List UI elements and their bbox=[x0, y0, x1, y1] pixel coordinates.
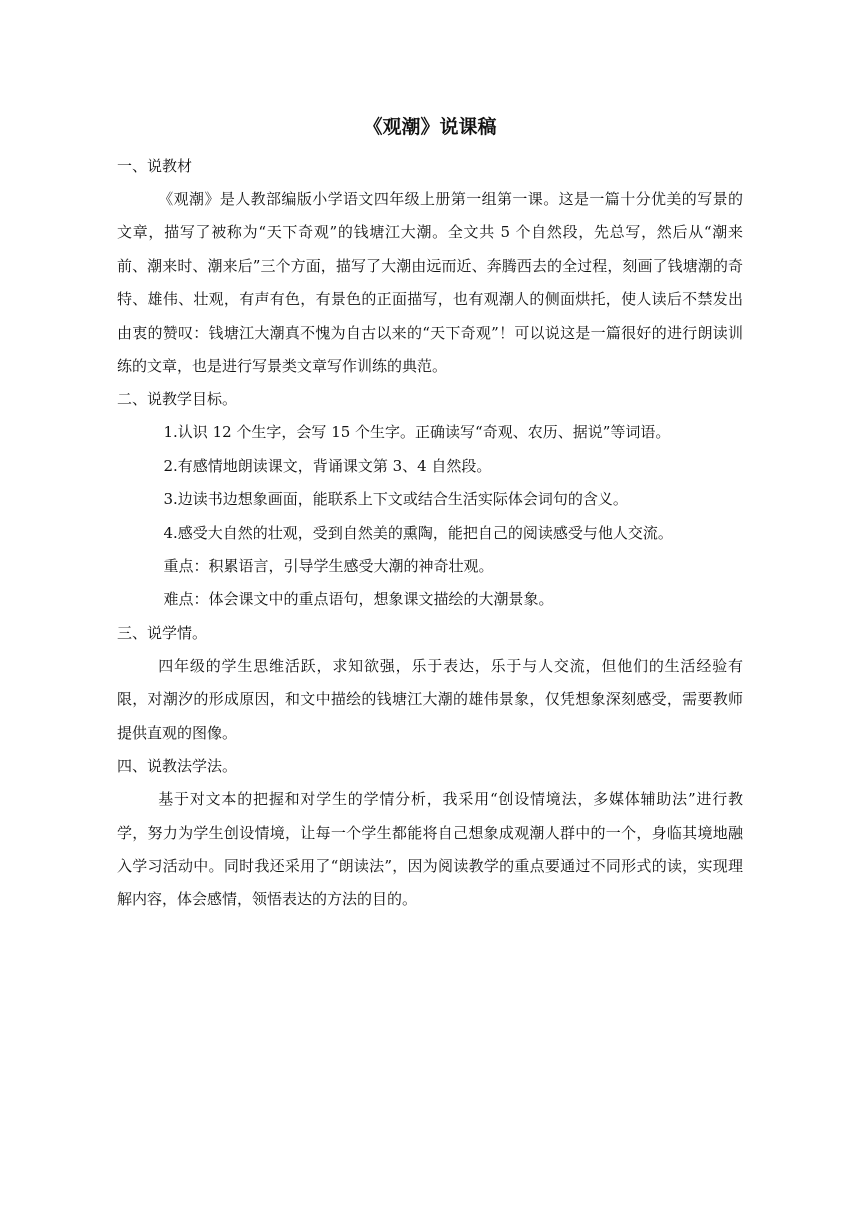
difficult-point: 难点：体会课文中的重点语句，想象课文描绘的大潮景象。 bbox=[163, 590, 554, 609]
section-heading-goals: 二、说教学目标。 bbox=[117, 390, 238, 409]
paragraph-textbook: 《观潮》是人教部编版小学语文四年级上册第一组第一课。这是一篇十分优美的写景的文章，描写了被称为“天下奇观”的钱塘江大潮。全文共 5 个自然段，先总写，然后从“潮来前、潮来时、潮来后”三个方面，描写了大潮由远而近、奔腾西去的全过程，刻画了钱塘潮的奇特、雄伟、壮观，有声有色，有景色的正面描写，也有观潮人的侧面烘托，使人读后不禁发出由衷的赞叹：钱塘江大潮真不愧为自古以来的“天下奇观”！可以说这是一篇很好的进行朗读训练的文章，也是进行写景类文章写作训练的典范。 bbox=[117, 190, 743, 376]
paragraph-learners: 四年级的学生思维活跃，求知欲强，乐于表达，乐于与人交流，但他们的生活经验有限，对潮汐的形成原因，和文中描绘的钱塘江大潮的雄伟景象，仅凭想象深刻感受，需要教师提供直观的图像。 bbox=[117, 656, 743, 742]
goal-item-4: 4.感受大自然的壮观，受到自然美的熏陶，能把自己的阅读感受与他人交流。 bbox=[163, 523, 673, 542]
key-point: 重点：积累语言，引导学生感受大潮的神奇壮观。 bbox=[163, 557, 494, 576]
goal-item-3: 3.边读书边想象画面，能联系上下文或结合生活实际体会词句的含义。 bbox=[163, 490, 628, 509]
section-heading-methods: 四、说教法学法。 bbox=[117, 757, 238, 776]
document-title: 《观潮》说课稿 bbox=[363, 116, 497, 138]
section-heading-learners: 三、说学情。 bbox=[117, 623, 208, 642]
paragraph-methods: 基于对文本的把握和对学生的学情分析，我采用“创设情境法，多媒体辅助法”进行教学，努力为学生创设情境，让每一个学生都能将自己想象成观潮人群中的一个，身临其境地融入学习活动中。同时我还采用了“朗读法”，因为阅读教学的重点要通过不同形式的读，实现理解内容，体会感情，领悟表达的方法的目的。 bbox=[117, 790, 743, 909]
goal-item-2: 2.有感情地朗读课文，背诵课文第 3、4 自然段。 bbox=[163, 456, 492, 475]
goal-item-1: 1.认识 12 个生字，会写 15 个生字。正确读写“奇观、农历、据说”等词语。 bbox=[163, 423, 671, 442]
document-body bbox=[117, 112, 743, 917]
section-heading-textbook: 一、说教材 bbox=[117, 157, 193, 175]
